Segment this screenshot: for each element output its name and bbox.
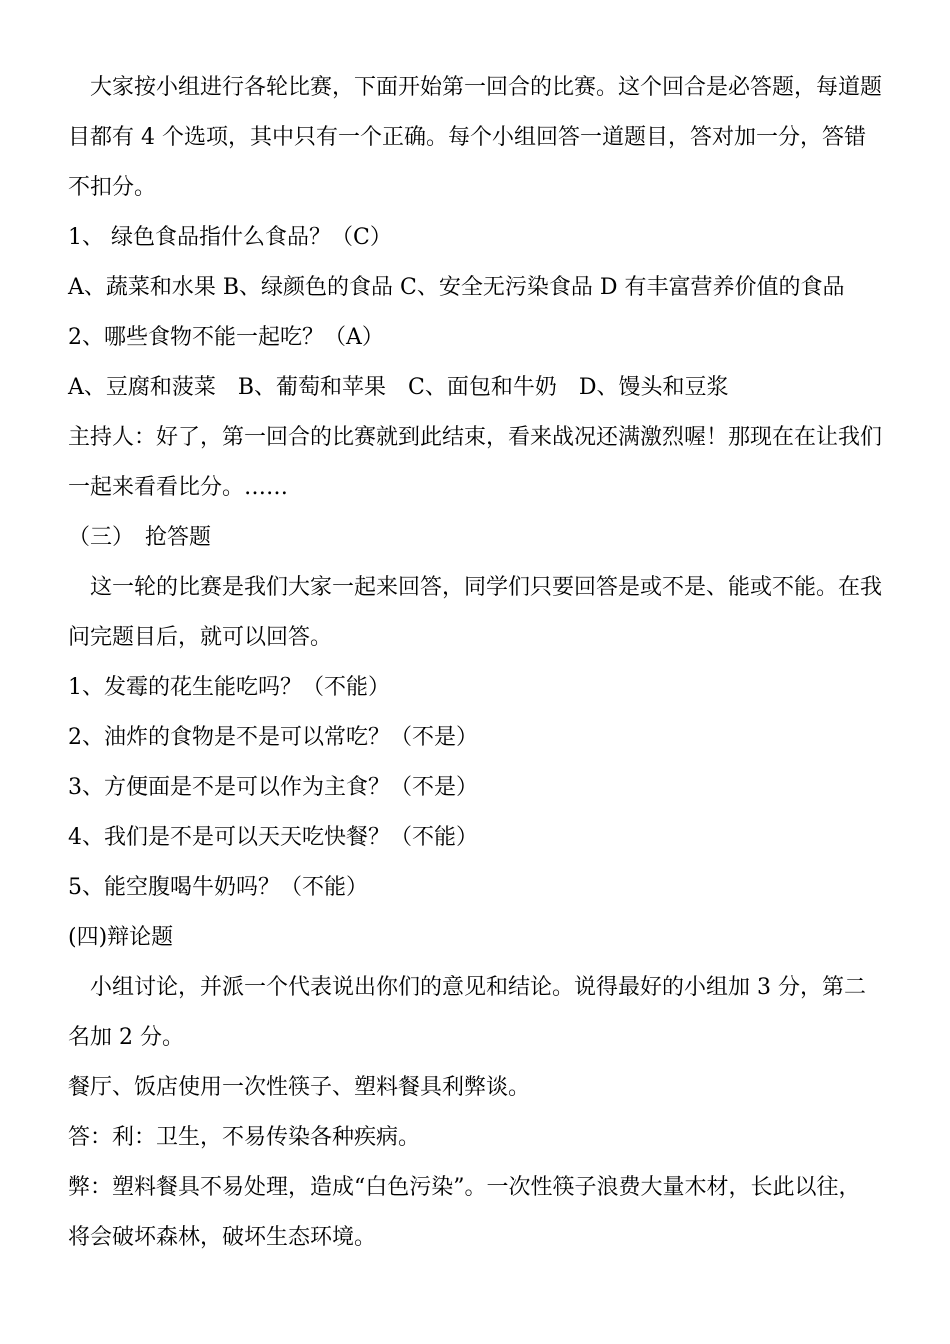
rapid-question-1: 1、发霉的花生能吃吗？（不能） bbox=[68, 675, 390, 700]
answer-cons: 弊：塑料餐具不易处理，造成“白色污染”。一次性筷子浪费大量木材，长此以往，将会破坏森林，破坏生态环境。 bbox=[68, 1175, 861, 1250]
section-4-title: (四)辩论题 bbox=[68, 925, 174, 950]
intro-paragraph: 大家按小组进行各轮比赛，下面开始第一回合的比赛。这个回合是必答题，每道题目都有 4 个选项，其中只有一个正确。每个小组回答一道题目，答对加一分，答错不扣分。 bbox=[68, 75, 883, 200]
question-2-options: A、豆腐和菠菜 B、葡萄和苹果 C、面包和牛奶 D、馒头和豆浆 bbox=[68, 375, 729, 400]
rapid-question-4: 4、我们是不是可以天天吃快餐？（不能） bbox=[68, 825, 478, 850]
question-1-options: A、蔬菜和水果 B、绿颜色的食品 C、安全无污染食品 D 有丰富营养价值的食品 bbox=[68, 275, 845, 300]
answer-pros: 答：利：卫生，不易传染各种疾病。 bbox=[68, 1125, 421, 1150]
rapid-question-2: 2、油炸的食物是不是可以常吃？（不是） bbox=[68, 725, 478, 750]
rapid-question-5: 5、能空腹喝牛奶吗？（不能） bbox=[68, 875, 368, 900]
debate-topic: 餐厅、饭店使用一次性筷子、塑料餐具利弊谈。 bbox=[68, 1075, 531, 1100]
question-1: 1、 绿色食品指什么食品？（C） bbox=[68, 225, 392, 250]
question-2: 2、哪些食物不能一起吃？（A） bbox=[68, 325, 384, 350]
rapid-question-3: 3、方便面是不是可以作为主食？（不是） bbox=[68, 775, 478, 800]
document-body bbox=[68, 63, 882, 1263]
section-3-intro: 这一轮的比赛是我们大家一起来回答，同学们只要回答是或不是、能或不能。在我问完题目后，就可以回答。 bbox=[68, 575, 883, 650]
host-remark: 主持人：好了，第一回合的比赛就到此结束，看来战况还满激烈喔！那现在在让我们一起来看看比分。…… bbox=[68, 425, 883, 500]
section-3-title: （三） 抢答题 bbox=[68, 525, 212, 550]
section-4-intro: 小组讨论，并派一个代表说出你们的意见和结论。说得最好的小组加 3 分，第二名加 2 分。 bbox=[68, 975, 866, 1050]
